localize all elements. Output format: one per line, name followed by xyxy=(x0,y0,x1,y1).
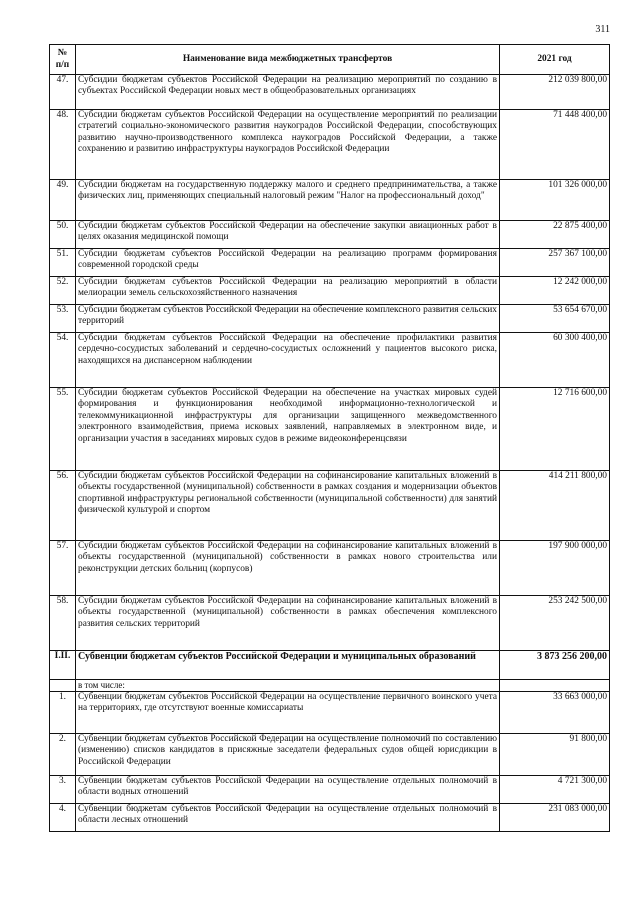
table-row xyxy=(50,692,610,734)
row-description: Субсидии бюджетам субъектов Российской Федерации на софинансирование капитальных вложений в объекты государственной (муниципальной) собственности в рамках создания и модернизации объектов спортивной инфраструктуры региональной собственности (муниципальной собственности) для занятий физической культурой и спортом xyxy=(76,471,500,541)
row-number: 50. xyxy=(50,221,76,249)
row-description: Субсидии бюджетам субъектов Российской Федерации на софинансирование капитальных вложений в объекты государственной (муниципальной) собственности в рамках обеспечения комплексного развития сельских территорий xyxy=(76,596,500,651)
row-number: 2. xyxy=(50,734,76,776)
row-amount: 12 242 000,00 xyxy=(500,277,610,305)
transfers-table xyxy=(49,44,610,832)
section-number: I.II. xyxy=(50,651,76,680)
row-number: 53. xyxy=(50,305,76,333)
row-number: 47. xyxy=(50,75,76,110)
row-description: Субвенции бюджетам субъектов Российской Федерации на осуществление полномочий по составлению (изменению) списков кандидатов в присяжные заседатели федеральных судов общей юрисдикции в Российской Федерации xyxy=(76,734,500,776)
section-amount: 3 873 256 200,00 xyxy=(500,651,610,680)
including-number xyxy=(50,680,76,692)
row-amount: 53 654 670,00 xyxy=(500,305,610,333)
row-description: Субсидии бюджетам субъектов Российской Федерации на реализацию мероприятий в области мелиорации земель сельскохозяйственного назначения xyxy=(76,277,500,305)
row-number: 58. xyxy=(50,596,76,651)
table-row xyxy=(50,596,610,651)
row-description: Субсидии бюджетам субъектов Российской Федерации на реализацию мероприятий по созданию в субъектах Российской Федерации новых мест в общеобразовательных организациях xyxy=(76,75,500,110)
table-row xyxy=(50,471,610,541)
row-number: 57. xyxy=(50,541,76,596)
table-row xyxy=(50,734,610,776)
table-row xyxy=(50,75,610,110)
row-description: Субсидии бюджетам субъектов Российской Федерации на обеспечение закупки авиационных работ в целях оказания медицинской помощи xyxy=(76,221,500,249)
page-number: 311 xyxy=(595,24,610,35)
row-description: Субвенции бюджетам субъектов Российской Федерации на осуществление первичного воинского учета на территориях, где отсутствуют военные комиссариаты xyxy=(76,692,500,734)
row-description: Субсидии бюджетам субъектов Российской Федерации на обеспечение профилактики развития сердечно-сосудистых заболеваний и сердечно-сосудистых осложнений у пациентов высокого риска, находящихся на диспансерном наблюдении xyxy=(76,333,500,388)
row-number: 1. xyxy=(50,692,76,734)
row-number: 56. xyxy=(50,471,76,541)
row-description: Субвенции бюджетам субъектов Российской Федерации на осуществление отдельных полномочий в области водных отношений xyxy=(76,776,500,804)
row-number: 48. xyxy=(50,110,76,180)
row-amount: 22 875 400,00 xyxy=(500,221,610,249)
table-row xyxy=(50,776,610,804)
section-title: Субвенции бюджетам субъектов Российской Федерации и муниципальных образований xyxy=(76,651,500,680)
table-row xyxy=(50,541,610,596)
row-number: 3. xyxy=(50,776,76,804)
row-amount: 257 367 100,00 xyxy=(500,249,610,277)
row-number: 52. xyxy=(50,277,76,305)
row-description: Субсидии бюджетам субъектов Российской Федерации на обеспечение комплексного развития сельских территорий xyxy=(76,305,500,333)
row-number: 51. xyxy=(50,249,76,277)
table-row xyxy=(50,388,610,471)
table-row xyxy=(50,277,610,305)
row-amount: 231 083 000,00 xyxy=(500,804,610,832)
row-description: Субсидии бюджетам субъектов Российской Федерации на реализацию программ формирования современной городской среды xyxy=(76,249,500,277)
table-row xyxy=(50,333,610,388)
table-header-row xyxy=(50,45,610,75)
row-amount: 60 300 400,00 xyxy=(500,333,610,388)
row-number: 55. xyxy=(50,388,76,471)
row-amount: 253 242 500,00 xyxy=(500,596,610,651)
including-row xyxy=(50,680,610,692)
row-amount: 91 800,00 xyxy=(500,734,610,776)
row-description: Субсидии бюджетам на государственную поддержку малого и среднего предпринимательства, а также физических лиц, применяющих специальный налоговый режим "Налог на профессиональный доход" xyxy=(76,180,500,221)
header-name: Наименование вида межбюджетных трансфертов xyxy=(76,45,500,75)
row-amount: 4 721 300,00 xyxy=(500,776,610,804)
section-row xyxy=(50,651,610,680)
table-row xyxy=(50,221,610,249)
row-amount: 33 663 000,00 xyxy=(500,692,610,734)
table-row xyxy=(50,249,610,277)
table-row xyxy=(50,180,610,221)
row-number: 54. xyxy=(50,333,76,388)
row-amount: 197 900 000,00 xyxy=(500,541,610,596)
row-amount: 101 326 000,00 xyxy=(500,180,610,221)
row-description: Субсидии бюджетам субъектов Российской Федерации на осуществление мероприятий по реализации стратегий социально-экономического развития наукоградов Российской Федерации, способствующих развитию научно-производственного комплекса наукоградов Российской Федерации, а также сохранению и развитию инфраструктуры наукоградов Российской Федерации xyxy=(76,110,500,180)
row-description: Субвенции бюджетам субъектов Российской Федерации на осуществление отдельных полномочий в области лесных отношений xyxy=(76,804,500,832)
header-number: № п/п xyxy=(50,45,76,75)
row-description: Субсидии бюджетам субъектов Российской Федерации на обеспечение на участках мировых судей формирования и функционирования необходимой информационно-технологической и телекоммуникационной инфраструктуры для организации защищенного межведомственного электронного взаимодействия, приема исковых заявлений, направляемых в электронном виде, и организации участия в заседаниях мировых судов в режиме видеоконференцсвязи xyxy=(76,388,500,471)
row-amount: 414 211 800,00 xyxy=(500,471,610,541)
table-row xyxy=(50,305,610,333)
row-amount: 71 448 400,00 xyxy=(500,110,610,180)
table-row xyxy=(50,110,610,180)
table-row xyxy=(50,804,610,832)
including-label: в том числе: xyxy=(76,680,500,692)
row-amount: 212 039 800,00 xyxy=(500,75,610,110)
including-amount xyxy=(500,680,610,692)
row-amount: 12 716 600,00 xyxy=(500,388,610,471)
row-number: 4. xyxy=(50,804,76,832)
row-description: Субсидии бюджетам субъектов Российской Федерации на софинансирование капитальных вложений в объекты государственной (муниципальной) собственности в рамках нового строительства или реконструкции детских больниц (корпусов) xyxy=(76,541,500,596)
row-number: 49. xyxy=(50,180,76,221)
header-year: 2021 год xyxy=(500,45,610,75)
